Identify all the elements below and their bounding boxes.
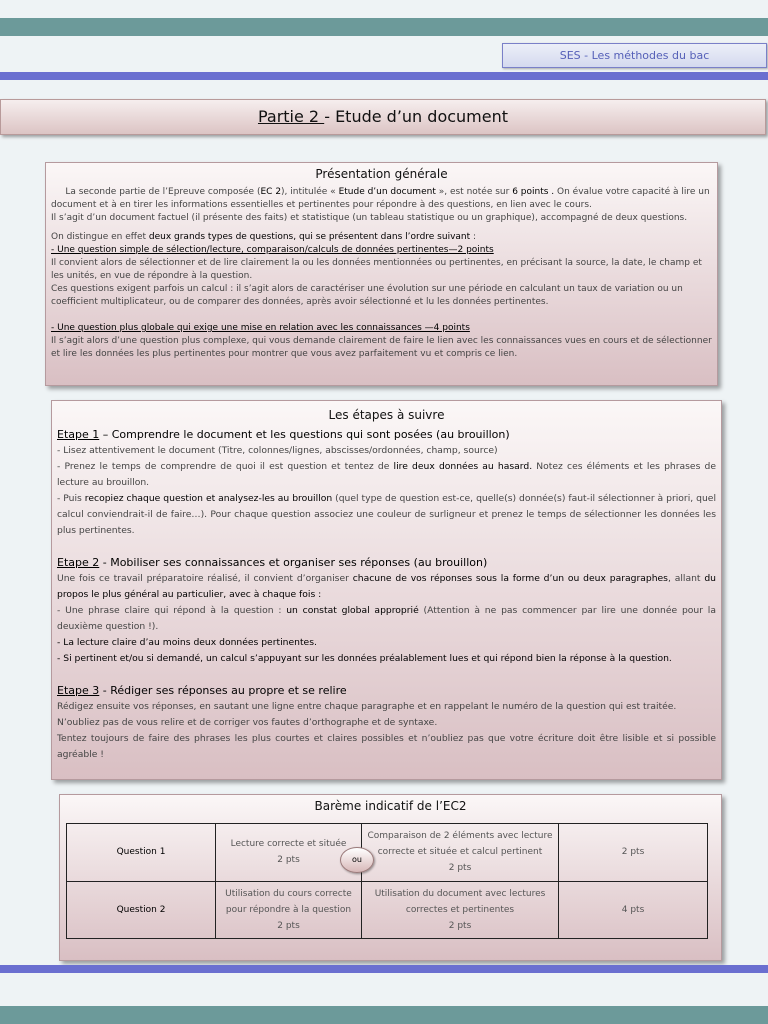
grading-heading: Barème indicatif de l’EC2 — [314, 799, 467, 813]
step3-line2: N’oubliez pas de vous relire et de corriger vos fautes d’orthographe et de syntaxe. — [57, 717, 438, 728]
question1-text1: Il convient alors de sélectionner et de lire clairement la ou les données mentionnées ou pertinentes, en précisant la source, la date, le champ et les unités, en vue de répondre à la question. — [51, 258, 702, 281]
step1-line3: - Puis recopiez chaque question et analysez-les au brouillon (quel type de question est-ce, quelle(s) donnée(s) faut-il sélectionner à priori, quel calcul conviendrait-il de faire…). Pour chaque question associez une couleur de surligneur et prenez le temps de sélectionner les données les plus pertinentes. — [57, 493, 717, 536]
presentation-line2: Il s’agit d’un document factuel (il présente des faits) et statistique (un tableau statistique ou un graphique), accompagné de deux questions. — [51, 213, 688, 223]
presentation-line3: On distingue en effet deux grands types de questions, qui se présentent dans l’ordre suivant : — [51, 232, 477, 242]
question2-title: - Une question plus globale qui exige une mise en relation avec les connaissances —4 points — [51, 323, 470, 333]
criterion-cell: Utilisation du document avec lectures correctes et pertinentes 2 pts — [362, 881, 559, 939]
steps-heading: Les étapes à suivre — [328, 408, 445, 422]
step1-line1: - Lisez attentivement le document (Titre, colonnes/lignes, abscisses/ordonnées, champ, source) — [57, 445, 498, 456]
presentation-intro: La seconde partie de l’Epreuve composée (EC 2), intitulée « Etude d’un document », est notée sur 6 points . On évalue votre capacité à lire un document et à en tirer les informations essentielles et pertinentes pour répondre à des questions, en lien avec le cours. — [51, 187, 710, 210]
page-title — [0, 99, 766, 135]
step3-line1: Rédigez ensuite vos réponses, en sautant une ligne entre chaque paragraphe et en rappelant le numéro de la question qui est traitée. — [57, 701, 677, 712]
question-label: Question 1 — [67, 824, 216, 882]
header-label: SES - Les méthodes du bac — [502, 43, 767, 68]
grading-panel — [59, 794, 722, 961]
question-label: Question 2 — [67, 881, 216, 939]
title-part: Partie 2 — [257, 107, 325, 126]
or-badge: ou — [340, 847, 374, 873]
top-stripe — [0, 72, 768, 80]
total-cell: 2 pts — [559, 824, 708, 882]
step1-title: Etape 1 – Comprendre le document et les questions qui sont posées (au brouillon) — [57, 428, 510, 441]
criterion-cell: Utilisation du cours correcte pour répondre à la question 2 pts — [216, 881, 362, 939]
title-rest: - Etude d’un document — [324, 107, 509, 126]
step3-title: Etape 3 - Rédiger ses réponses au propre et se relire — [57, 684, 347, 697]
criterion-cell: Comparaison de 2 éléments avec lecture correcte et située et calcul pertinent 2 pts — [362, 824, 559, 882]
bottom-band — [0, 1006, 768, 1024]
presentation-panel — [45, 162, 718, 386]
table-row — [67, 881, 708, 939]
criterion-cell: Lecture correcte et située 2 pts — [216, 824, 362, 882]
bottom-stripe — [0, 965, 768, 973]
question1-text2: Ces questions exigent parfois un calcul : il s’agit alors de caractériser une évolution sur une période en calculant un taux de variation ou un coefficient multiplicateur, ou de comparer des données, après avoir sélectionné et lu les données pertinentes. — [51, 284, 683, 307]
total-cell: 4 pts — [559, 881, 708, 939]
step3-line3: Tentez toujours de faire des phrases les plus courtes et claires possibles et n’oubliez pas que votre écriture doit être lisible et si possible agréable ! — [57, 733, 716, 760]
step2-line1: Une fois ce travail préparatoire réalisé, il convient d’organiser chacune de vos réponses sous la forme d’un ou deux paragraphes, allant du propos le plus général au particulier, avec à chaque fois : — [57, 573, 716, 600]
step2-line3: - La lecture claire d’au moins deux données pertinentes. — [57, 637, 317, 648]
step2-line2: - Une phrase claire qui répond à la question : un constat global approprié (Attention à ne pas commencer par lire une donnée pour la deuxième question !). — [57, 605, 716, 632]
table-row — [67, 824, 708, 882]
presentation-heading: Présentation générale — [315, 167, 448, 181]
top-band — [0, 18, 768, 36]
grading-table — [66, 823, 708, 939]
question2-text: Il s’agit alors d’une question plus complexe, qui vous demande clairement de faire le lien avec les connaissances vues en cours et de sélectionner et lire les données les plus pertinentes pour montrer que vous avez parfaitement vu et compris ce lien. — [51, 336, 712, 359]
step1-line2: - Prenez le temps de comprendre de quoi il est question et tentez de lire deux données au hasard. Notez ces éléments et les phrases de lecture au brouillon. — [57, 461, 716, 488]
question1-title: - Une question simple de sélection/lecture, comparaison/calculs de données pertinentes—2 points — [51, 245, 494, 255]
steps-panel — [51, 400, 722, 780]
step2-line4: - Si pertinent et/ou si demandé, un calcul s’appuyant sur les données préalablement lues et qui répond bien la réponse à la question. — [57, 653, 672, 664]
step2-title: Etape 2 - Mobiliser ses connaissances et organiser ses réponses (au brouillon) — [57, 556, 488, 569]
